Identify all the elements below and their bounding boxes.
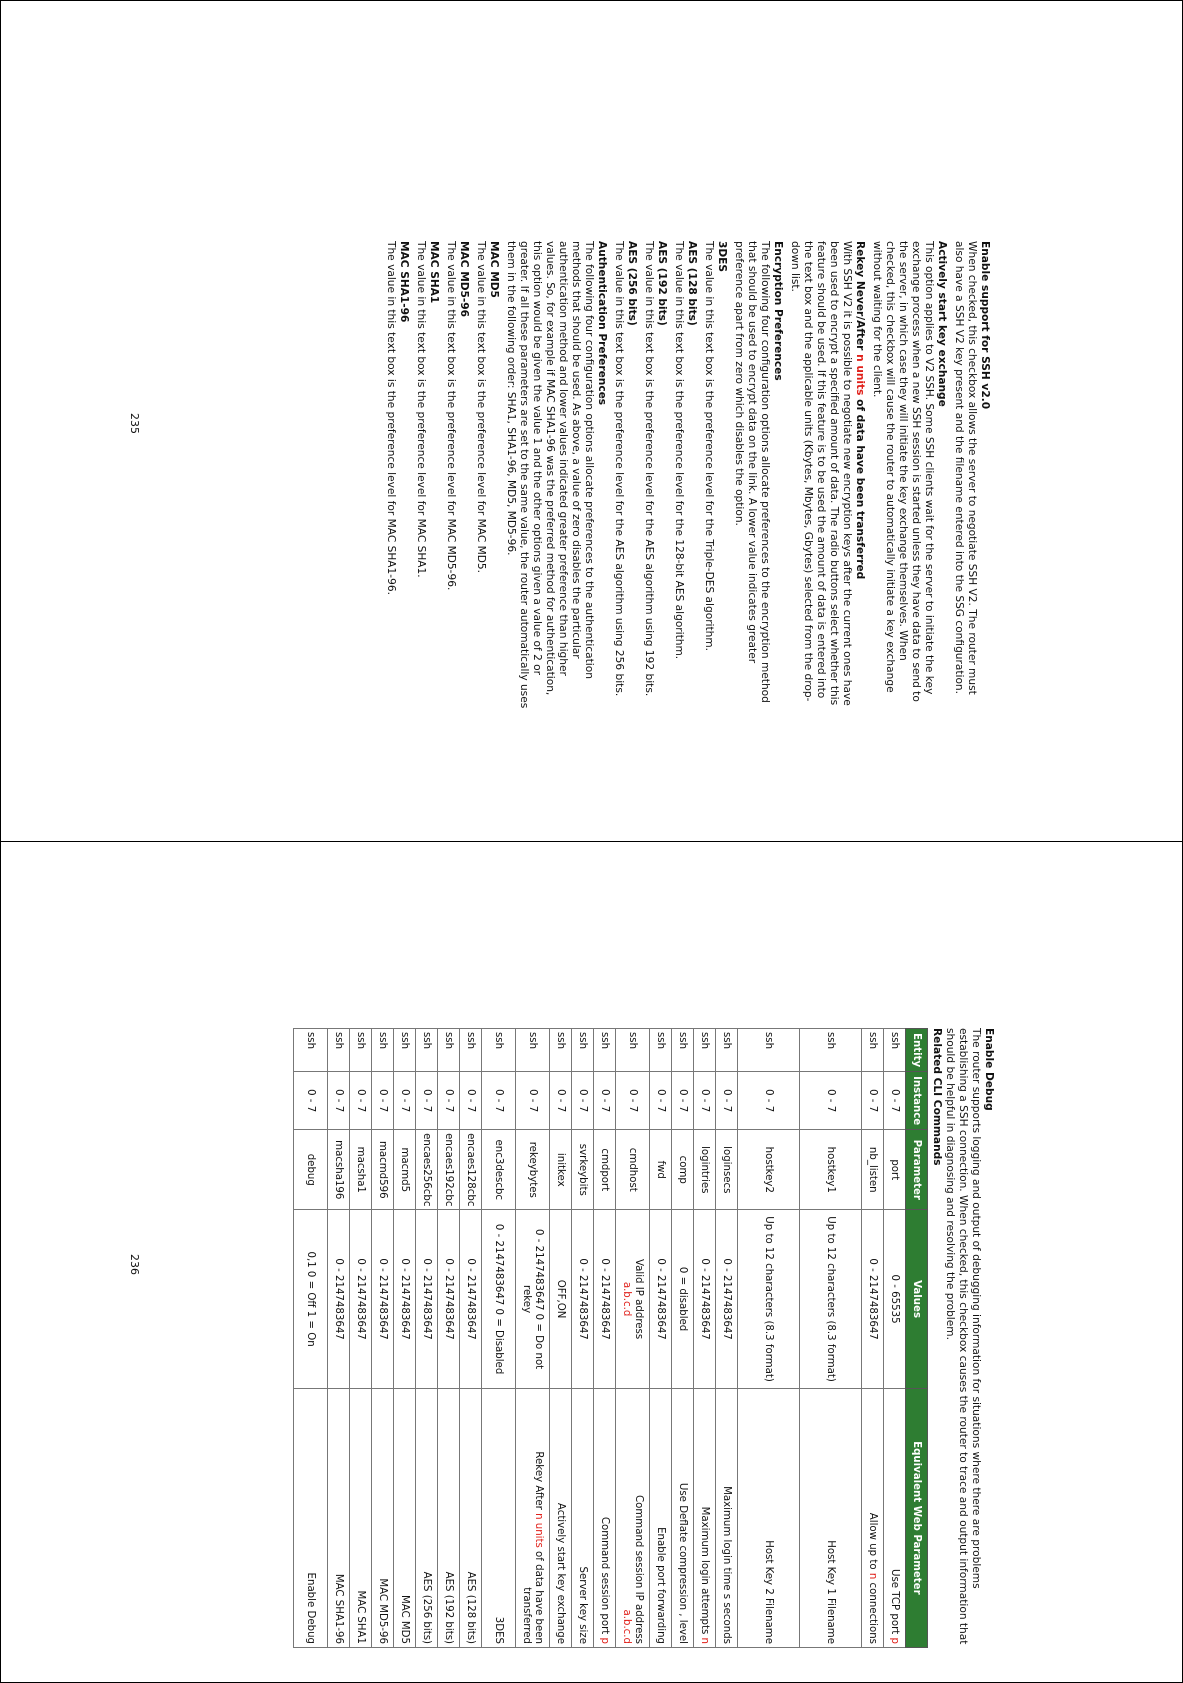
section-mac-sha1 — [414, 241, 440, 711]
cell-parameter: encaes192cbc — [438, 1130, 460, 1210]
cell-instance: 0 - 7 — [294, 1072, 328, 1130]
section-title: 3DES — [716, 241, 728, 273]
cell-values: 0 - 2147483647 — [372, 1210, 394, 1388]
cell-web-parameter — [716, 1388, 738, 1647]
cell-web-parameter — [482, 1388, 516, 1647]
table-row — [572, 1029, 594, 1648]
cell-web-parameter — [350, 1388, 372, 1647]
cell-parameter: hostkey1 — [800, 1130, 862, 1210]
cell-web-parameter — [694, 1388, 716, 1647]
web-text: AES (256 bits) — [421, 1571, 433, 1644]
section-aes256 — [612, 241, 638, 711]
section-text: The following four configuration options allocate preferences to the encryption method that should be used to encrypt data on the link. A lower value indicates greater preference apart from zero which disables the option. — [733, 241, 771, 703]
cell-instance: 0 - 7 — [550, 1072, 572, 1130]
web-variable: n — [699, 1637, 711, 1644]
cli-commands-table — [293, 1028, 928, 1648]
cell-web-parameter — [416, 1388, 438, 1647]
cell-instance: 0 - 7 — [394, 1072, 416, 1130]
section-text: This option applies to V2 SSH. Some SSH clients wait for the server to initiate the key exchange process when a new SSH session is started unless they have data to send to the server, in which case they will initiate the key exchange themselves. When checked, this checkbox will cause the router to automatically initiate a key exchange without waiting for the client. — [871, 241, 935, 702]
cell-parameter: encaes256cbc — [416, 1130, 438, 1210]
section-authentication-preferences — [504, 241, 608, 711]
cell-parameter: svrkeybits — [572, 1130, 594, 1210]
cell-instance: 0 - 7 — [328, 1072, 350, 1130]
cell-parameter: debug — [294, 1130, 328, 1210]
web-text: MAC SHA1 — [355, 1590, 367, 1644]
section-title: MAC MD5 — [488, 241, 500, 298]
cell-parameter: port — [884, 1130, 906, 1210]
section-text: The value in this text box is the preference level for MAC MD5. — [475, 241, 487, 574]
cell-parameter: cmdport — [594, 1130, 616, 1210]
cell-parameter: rekeybytes — [516, 1130, 550, 1210]
section-title: MAC SHA1 — [428, 241, 440, 304]
section-rekey — [788, 241, 866, 711]
cell-entity: ssh — [694, 1029, 716, 1072]
cell-values: 0 - 2147483647 — [460, 1210, 482, 1388]
web-text: MAC SHA1-96 — [333, 1573, 345, 1644]
table-row — [372, 1029, 394, 1648]
cell-parameter: macmd596 — [372, 1130, 394, 1210]
web-text: AES (128 bits) — [465, 1571, 477, 1644]
page-235-content — [384, 241, 995, 711]
cell-entity: ssh — [482, 1029, 516, 1072]
cell-values: 0 - 2147483647 — [862, 1210, 884, 1388]
web-text: Command session port — [599, 1516, 611, 1638]
table-row — [884, 1029, 906, 1648]
debug-title: Enable Debug — [983, 1028, 995, 1111]
table-row — [716, 1029, 738, 1648]
section-text: The value in this text box is the preference level for MAC SHA1-96. — [385, 241, 397, 595]
section-text: The value in this text box is the preference level for MAC SHA1. — [415, 241, 427, 578]
cell-entity: ssh — [800, 1029, 862, 1072]
table-row — [550, 1029, 572, 1648]
title-part: Rekey Never/After — [854, 241, 866, 355]
cell-values: 0 - 2147483647 — [328, 1210, 350, 1388]
cell-entity: ssh — [594, 1029, 616, 1072]
table-row — [594, 1029, 616, 1648]
table-row — [672, 1029, 694, 1648]
table-row — [800, 1029, 862, 1648]
cell-instance: 0 - 7 — [482, 1072, 516, 1130]
page-235 — [1, 1, 1181, 841]
cell-entity: ssh — [884, 1029, 906, 1072]
cell-instance: 0 - 7 — [572, 1072, 594, 1130]
web-variable: p — [599, 1637, 611, 1644]
section-ssh-v2 — [952, 241, 991, 711]
cell-instance: 0 - 7 — [862, 1072, 884, 1130]
cell-parameter: macsha1 — [350, 1130, 372, 1210]
cell-entity: ssh — [672, 1029, 694, 1072]
web-text: 3DES — [493, 1616, 505, 1644]
cell-values: 0 - 2147483647 — [350, 1210, 372, 1388]
cell-instance: 0 - 7 — [460, 1072, 482, 1130]
title-variable: n units — [854, 354, 866, 396]
cell-web-parameter — [372, 1388, 394, 1647]
cell-values: 0 - 2147483647 — [438, 1210, 460, 1388]
section-mac-sha1-96 — [384, 241, 410, 711]
table-row — [350, 1029, 372, 1648]
cell-values: 0 - 2147483647 — [650, 1210, 672, 1388]
cell-instance: 0 - 7 — [416, 1072, 438, 1130]
section-title: Enable support for SSH v2.0 — [979, 241, 991, 410]
cell-values: 0 - 2147483647 — [394, 1210, 416, 1388]
cell-entity: ssh — [738, 1029, 800, 1072]
cell-entity: ssh — [394, 1029, 416, 1072]
cell-entity: ssh — [650, 1029, 672, 1072]
cell-instance: 0 - 7 — [672, 1072, 694, 1130]
cell-web-parameter — [594, 1388, 616, 1647]
cell-instance: 0 - 7 — [516, 1072, 550, 1130]
cell-values: 0 - 65535 — [884, 1210, 906, 1388]
cell-web-parameter — [884, 1388, 906, 1647]
cell-web-parameter — [672, 1388, 694, 1647]
web-text: Allow up to — [867, 1512, 879, 1573]
cell-parameter: logintries — [694, 1130, 716, 1210]
web-text: Rekey After — [533, 1451, 545, 1514]
cell-instance: 0 - 7 — [616, 1072, 650, 1130]
section-text: The value in this text box is the preference level for the Triple-DES algorithm. — [703, 241, 715, 652]
cell-web-parameter — [800, 1388, 862, 1647]
header-parameter: Parameter — [906, 1130, 928, 1210]
web-variable: n units — [533, 1513, 545, 1548]
cell-values: OFF,ON — [550, 1210, 572, 1388]
web-text: Server key size — [577, 1566, 589, 1644]
cell-web-parameter — [460, 1388, 482, 1647]
cell-web-parameter — [738, 1388, 800, 1647]
table-row — [294, 1029, 328, 1648]
cell-instance: 0 - 7 — [694, 1072, 716, 1130]
cell-parameter: comp — [672, 1130, 694, 1210]
page-number: 236 — [128, 1254, 141, 1275]
title-part: of data have been transferred — [854, 395, 866, 580]
header-instance: Instance — [906, 1072, 928, 1130]
section-title: AES (128 bits) — [686, 241, 698, 326]
web-text: Maximum login time s seconds — [721, 1486, 733, 1644]
web-text: Use Deflate compression , level — [677, 1482, 689, 1644]
cell-entity: ssh — [460, 1029, 482, 1072]
cell-values — [616, 1210, 650, 1388]
section-mac-md5-96 — [444, 241, 470, 711]
header-web-parameter: Equivalent Web Parameter — [906, 1388, 928, 1647]
header-values: Values — [906, 1210, 928, 1388]
cell-web-parameter — [438, 1388, 460, 1647]
cell-web-parameter — [328, 1388, 350, 1647]
header-entity: Entity — [906, 1029, 928, 1072]
cell-entity: ssh — [438, 1029, 460, 1072]
cell-values: 0 - 2147483647 0 = Disabled — [482, 1210, 516, 1388]
cell-entity: ssh — [294, 1029, 328, 1072]
cell-parameter: initkex — [550, 1130, 572, 1210]
table-row — [616, 1029, 650, 1648]
cell-web-parameter — [650, 1388, 672, 1647]
cell-values: Up to 12 characters (8.3 format) — [800, 1210, 862, 1388]
cell-instance: 0 - 7 — [800, 1072, 862, 1130]
section-text: The value in this text box is the preference level for the 128-bit AES algorithm. — [673, 241, 685, 660]
section-text: When checked, this checkbox allows the server to negotiate SSH V2. The router must also have a SSH V2 key present and the filename entered into the SSG configuration. — [953, 241, 978, 695]
cell-instance: 0 - 7 — [594, 1072, 616, 1130]
web-variable: n — [867, 1572, 879, 1580]
web-text: Host Key 1 Filename — [825, 1540, 837, 1644]
cell-instance: 0 - 7 — [438, 1072, 460, 1130]
cell-instance: 0 - 7 — [716, 1072, 738, 1130]
section-text: The following four configuration options allocate preferences to the authentication methods that should be used. As above, a value of zero disables the particular authentication method and lower values indicated greater preference than higher values. So, for example if MAC SHA1-96 was the preferred method for authentication, this option would be given the value 1 and the other options given a value of 2 or greater. If all these parameters are set to the same value, the router automatically uses them in the following order: SHA1, SHA1-96, MD5, MD5-96. — [505, 241, 595, 709]
table-row — [650, 1029, 672, 1648]
web-text: connections — [867, 1579, 879, 1644]
cell-entity: ssh — [350, 1029, 372, 1072]
table-row — [416, 1029, 438, 1648]
cell-web-parameter — [294, 1388, 328, 1647]
table-row — [694, 1029, 716, 1648]
section-text: The value in this text box is the preference level for the AES algorithm using 256 bits. — [613, 241, 625, 697]
cell-parameter: loginsecs — [716, 1130, 738, 1210]
cell-parameter: enc3descbc — [482, 1130, 516, 1210]
cell-parameter: macmd5 — [394, 1130, 416, 1210]
web-text: AES (192 bits) — [443, 1571, 455, 1644]
table-body — [294, 1029, 906, 1648]
table-row — [394, 1029, 416, 1648]
table-row — [460, 1029, 482, 1648]
web-variable: a.b.c.d — [621, 1609, 633, 1644]
section-aes192 — [642, 241, 668, 711]
values-text: Valid IP address — [633, 1258, 645, 1340]
cell-values: 0 - 2147483647 0 = Do not rekey — [516, 1210, 550, 1388]
cell-parameter: nb_listen — [862, 1130, 884, 1210]
cell-instance: 0 - 7 — [372, 1072, 394, 1130]
cell-entity: ssh — [550, 1029, 572, 1072]
values-variable: a.b.c.d — [621, 1281, 633, 1317]
cell-values: 0 = disabled — [672, 1210, 694, 1388]
section-text: The value in this text box is the preference level for MAC MD5-96. — [445, 241, 457, 591]
cell-entity: ssh — [862, 1029, 884, 1072]
cell-entity: ssh — [416, 1029, 438, 1072]
table-row — [438, 1029, 460, 1648]
table-row — [738, 1029, 800, 1648]
section-text: The value in this text box is the preference level for the AES algorithm using 192 bits. — [643, 241, 655, 697]
table-title: Related CLI Commands — [931, 1028, 943, 1166]
section-title: AES (192 bits) — [656, 241, 668, 326]
section-title: Encryption Preferences — [772, 241, 784, 381]
web-variable: p — [889, 1637, 901, 1644]
section-title: AES (256 bits) — [626, 241, 638, 326]
cell-values: 0 - 2147483647 — [594, 1210, 616, 1388]
cell-entity: ssh — [328, 1029, 350, 1072]
table-row — [328, 1029, 350, 1648]
cell-entity: ssh — [516, 1029, 550, 1072]
web-text: MAC MD5-96 — [377, 1578, 389, 1644]
section-key-exchange — [870, 241, 948, 711]
web-text: Command session IP address — [633, 1495, 645, 1644]
section-3des — [702, 241, 728, 711]
cell-entity: ssh — [572, 1029, 594, 1072]
cell-values: 0 - 2147483647 — [694, 1210, 716, 1388]
debug-text: The router supports logging and output of debugging information for situations where there are problems establishing a SSH connection. When checked, this checkbox causes the router to trace and output information that should be helpful in diagnosing and resolving the problem. — [944, 1028, 982, 1645]
cell-web-parameter — [394, 1388, 416, 1647]
section-title — [853, 241, 866, 711]
section-aes128 — [672, 241, 698, 711]
section-title: Actively start key exchange — [936, 241, 948, 407]
web-text: Host Key 2 Filename — [763, 1540, 775, 1644]
cell-values: 0 - 2147483647 — [416, 1210, 438, 1388]
cell-values: 0 - 2147483647 — [572, 1210, 594, 1388]
cell-web-parameter — [616, 1388, 650, 1647]
section-encryption-preferences — [732, 241, 784, 711]
cell-parameter: cmdhost — [616, 1130, 650, 1210]
table-header-row — [906, 1029, 928, 1648]
cell-values: Up to 12 characters (8.3 format) — [738, 1210, 800, 1388]
cell-values: 0,1 0 = Off 1 = On — [294, 1210, 328, 1388]
section-title: Authentication Preferences — [596, 241, 608, 406]
page-236-content — [293, 1028, 995, 1648]
web-text: Maximum login attempts — [699, 1506, 711, 1638]
web-text: Enable port forwarding — [655, 1527, 667, 1644]
web-text: of data have been transferred — [521, 1547, 545, 1644]
cell-parameter: hostkey2 — [738, 1130, 800, 1210]
cell-parameter: fwd — [650, 1130, 672, 1210]
page-236 — [1, 842, 1181, 1682]
cell-entity: ssh — [372, 1029, 394, 1072]
web-text: Use TCP port — [889, 1569, 901, 1638]
cell-web-parameter — [516, 1388, 550, 1647]
section-title: MAC SHA1-96 — [398, 241, 410, 323]
web-text: Enable Debug — [305, 1572, 317, 1644]
cell-values: 0 - 2147483647 — [716, 1210, 738, 1388]
web-text: MAC MD5 — [399, 1594, 411, 1644]
cell-web-parameter — [862, 1388, 884, 1647]
cell-parameter: encaes128cbc — [460, 1130, 482, 1210]
cell-instance: 0 - 7 — [884, 1072, 906, 1130]
web-text: Actively start key exchange — [555, 1502, 567, 1644]
cell-parameter: macsha196 — [328, 1130, 350, 1210]
cell-instance: 0 - 7 — [738, 1072, 800, 1130]
table-row — [862, 1029, 884, 1648]
cell-entity: ssh — [716, 1029, 738, 1072]
section-text: With SSH V2 it is possible to negotiate new encryption keys after the current ones have been used to encrypt a specified amount of data. The radio buttons select whether this feature should be used. If this feature is to be used the amount of data is entered into the text box and the applicable units (Kbytes, Mbytes, Gbytes) selected from the drop-down list. — [789, 241, 853, 706]
page-number: 235 — [128, 413, 141, 434]
cell-entity: ssh — [616, 1029, 650, 1072]
cell-web-parameter — [550, 1388, 572, 1647]
table-row — [516, 1029, 550, 1648]
table-row — [482, 1029, 516, 1648]
section-mac-md5 — [474, 241, 500, 711]
cell-instance: 0 - 7 — [350, 1072, 372, 1130]
section-title: MAC MD5-96 — [458, 241, 470, 318]
cell-web-parameter — [572, 1388, 594, 1647]
cell-instance: 0 - 7 — [650, 1072, 672, 1130]
